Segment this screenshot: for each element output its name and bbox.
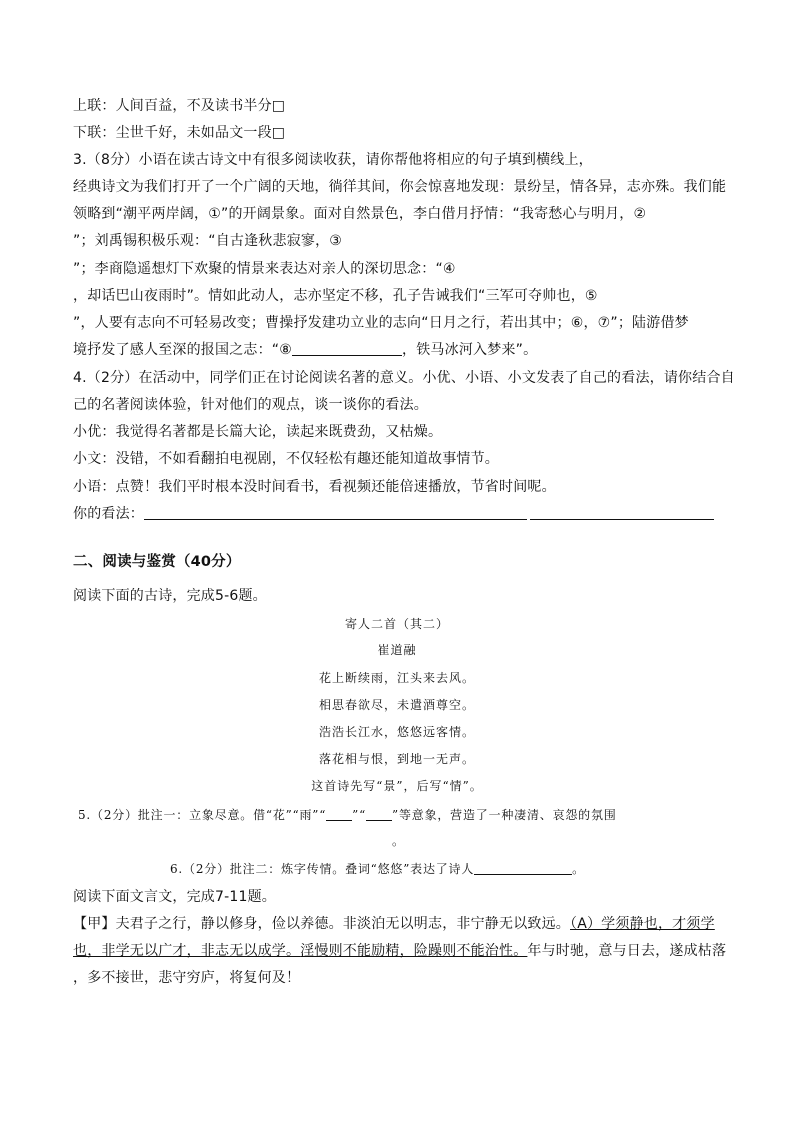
poem-line-1: 花上断续雨，江头来去风。 (318, 671, 475, 685)
question-6-start: 6.（2分）批注二：炼字传情。叠词“悠悠”表达了诗人 (170, 862, 475, 876)
speaker-xiaoyu: 小语：点赞！我们平时根本没时间看书，看视频还能倍速播放，节省时间呢。 (73, 479, 556, 495)
speaker-xiaowen: 小文：没错，不如看翻拍电视剧，不仅轻松有趣还能知道故事情节。 (73, 451, 499, 467)
poem-title: 寄人二首（其二） (344, 617, 449, 631)
question-3-text-2: 领略到“潮平两岸阔，①”的开阔景象。面对自然景色，李白借月抒情：“我寄愁心与明月，② (73, 206, 647, 222)
question-3-text-7-end: ，铁马冰河入梦来”。 (402, 342, 538, 358)
prose-underlined-a: （A）学须静也，才须学 (570, 916, 715, 932)
opinion-blank-2[interactable] (530, 505, 714, 520)
prose-underlined-b: 淫慢则不能励精，险躁则不能治性。 (300, 943, 528, 959)
question-3-text-1: 经典诗文为我们打开了一个广阔的天地，徜徉其间，你会惊喜地发现：景纷呈，情各异，志亦殊。我们能 (73, 179, 727, 195)
your-opinion-row (73, 505, 714, 523)
answer-blank-5a[interactable] (326, 806, 352, 821)
poem-author: 崔道融 (377, 643, 417, 657)
prose-line-3: ，多不接世，悲守穷庐，将复何及！ (73, 970, 301, 986)
question-6 (170, 860, 585, 878)
question-3-text-7 (73, 341, 537, 359)
couplet-first-line: 上联：人间百益，不及读书半分□ (73, 98, 286, 114)
question-4-stem-2: 己的名著阅读体验，针对他们的观点，谈一谈你的看法。 (73, 397, 428, 413)
your-opinion-label: 你的看法： (73, 506, 144, 522)
prose-line-2-text: 年与时驰，意与日去，遂成枯落 (527, 943, 727, 959)
poem-note: 这首诗先写“景”，后写“情”。 (311, 779, 483, 793)
prose-underlined-a-cont: 也，非学无以广才，非志无以成学。 (73, 943, 301, 959)
answer-blank-8[interactable] (292, 341, 402, 356)
question-5-start: 5.（2分）批注一：立象尽意。借“花”“雨”“ (78, 808, 327, 822)
question-3-text-3: ”；刘禹锡积极乐观：“自古逢秋悲寂寥，③ (73, 233, 343, 249)
question-3-text-7-start: 境抒发了感人至深的报国之志：“⑧ (73, 342, 293, 358)
answer-blank-5b[interactable] (366, 806, 392, 821)
section-2-heading: 二、阅读与鉴赏（40分） (73, 554, 241, 570)
opinion-blank-1[interactable] (144, 505, 527, 520)
question-3-text-5: ，却话巴山夜雨时”。情如此动人，志亦坚定不移，孔子告诫我们“三军可夺帅也，⑤ (73, 288, 598, 304)
poem-intro: 阅读下面的古诗，完成5-6题。 (73, 588, 267, 604)
question-5-period: 。 (392, 834, 405, 848)
question-3-stem: 3.（8分）小语在读古诗文中有很多阅读收获，请你帮他将相应的句子填到横线上， (73, 152, 593, 168)
answer-blank-6[interactable] (474, 860, 572, 875)
poem-line-3: 浩浩长江水，悠悠远客情。 (318, 725, 475, 739)
poem-line-2: 相思春欲尽，未遣酒尊空。 (318, 698, 475, 712)
question-4-stem-1: 4.（2分）在活动中，同学们正在讨论阅读名著的意义。小优、小语、小文发表了自己的看法，请你结合自 (73, 370, 735, 386)
poem-line-4: 落花相与恨，到地一无声。 (318, 752, 475, 766)
question-6-end: 。 (572, 862, 585, 876)
prose-intro: 阅读下面文言文，完成7-11题。 (73, 889, 276, 905)
prose-line-1-text: 【甲】夫君子之行，静以修身，俭以养德。非淡泊无以明志，非宁静无以致远。 (73, 916, 570, 932)
question-5-middle: ”“ (352, 808, 367, 822)
question-5 (78, 806, 617, 824)
couplet-second-line: 下联：尘世千好，未如品文一段□ (73, 125, 286, 141)
question-5-end: ”等意象，营造了一种凄清、哀怨的氛围 (392, 808, 617, 822)
prose-line-2 (73, 942, 726, 960)
question-3-text-6: ”，人要有志向不可轻易改变；曹操抒发建功立业的志向“日月之行，若出其中；⑥，⑦”；陆游借梦 (73, 315, 689, 331)
speaker-xiaoyou: 小优：我觉得名著都是长篇大论，读起来既费劲，又枯燥。 (73, 424, 443, 440)
question-3-text-4: ”；李商隐遥想灯下欢聚的情景来表达对亲人的深切思念：“④ (73, 261, 456, 277)
prose-line-1 (73, 915, 715, 933)
